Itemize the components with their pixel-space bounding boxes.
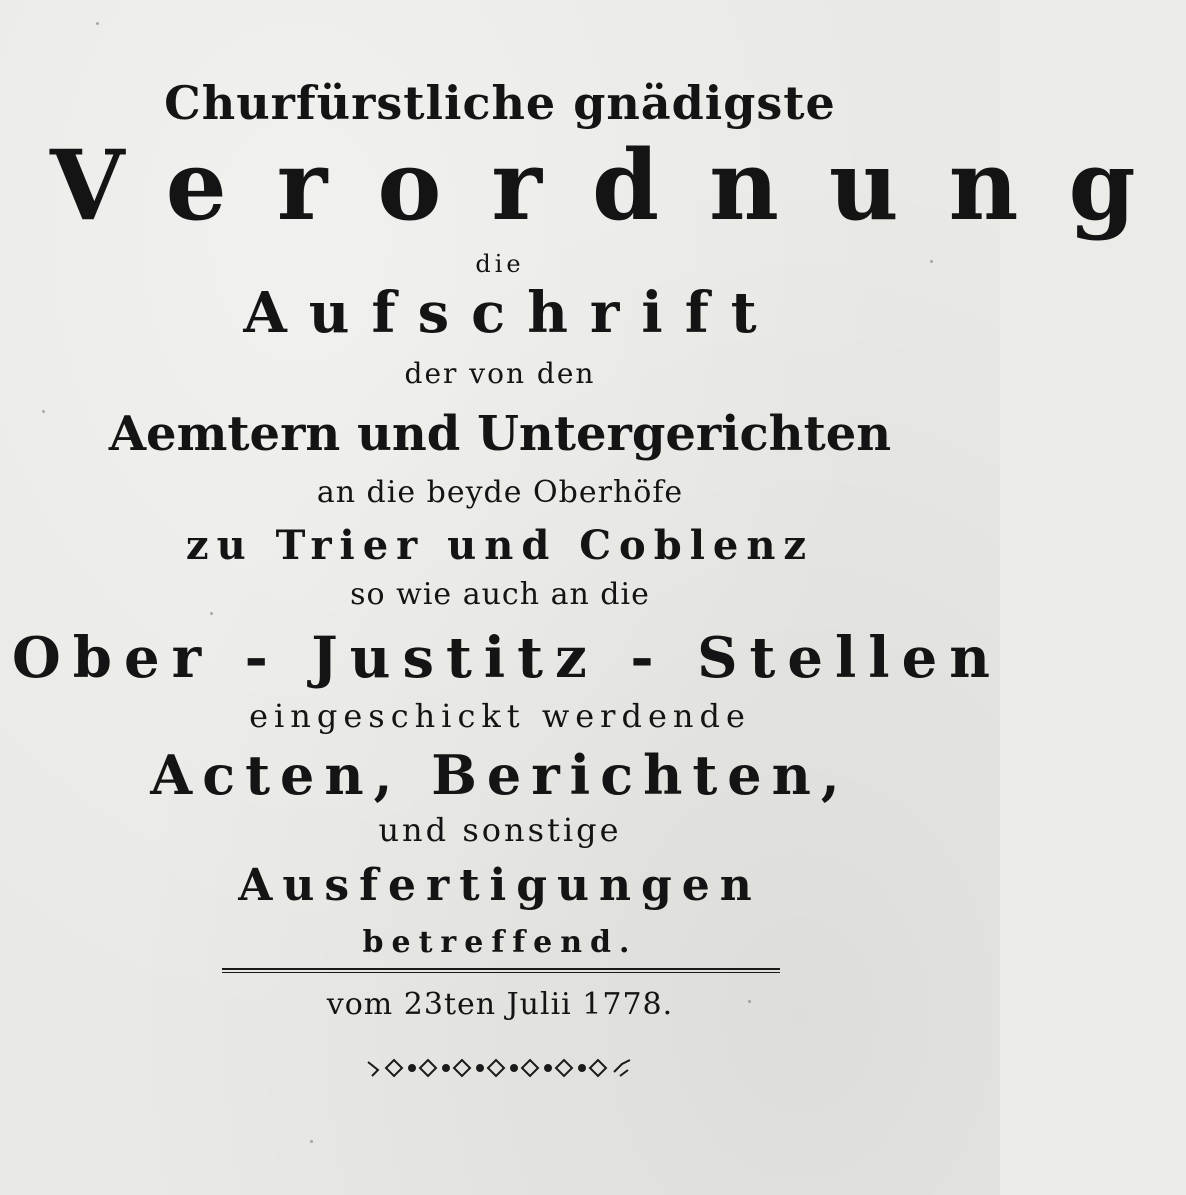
title-line-aemtern: Aemtern und Untergerichten — [108, 406, 892, 462]
text-line-so-wie-auch: so wie auch an die — [350, 577, 650, 612]
text-line-eingeschickt: eingeschickt werdende — [249, 697, 751, 735]
paper-speck — [210, 612, 213, 615]
title-main-verordnung: Verordnung — [50, 129, 1186, 242]
paper-speck — [930, 260, 933, 263]
paper-speck — [42, 410, 45, 413]
text-line-und-sonstige: und sonstige — [378, 811, 622, 849]
title-line-acten-berichten: Acten, Berichten, — [150, 743, 850, 807]
title-line-trier-coblenz: zu Trier und Coblenz — [185, 522, 815, 569]
date-line: vom 23ten Julii 1778. — [326, 987, 674, 1022]
title-line-ausfertigungen: Ausfertigungen — [238, 860, 762, 911]
title-line-aufschrift: Aufschrift — [243, 280, 779, 346]
horizontal-rule — [222, 968, 780, 973]
paper-speck — [748, 1000, 751, 1003]
title-line-ober-justitz-stellen: Ober - Justitz - Stellen — [12, 625, 1002, 691]
text-line-der-von-den: der von den — [404, 357, 596, 390]
title-line-churfuerstliche: Churfürstliche gnädigste — [164, 76, 836, 130]
printers-ornament-icon — [0, 1048, 1000, 1088]
paper-speck — [310, 1140, 313, 1143]
text-line-betreffend: betreffend. — [362, 925, 638, 960]
text-line-die: die — [475, 250, 525, 278]
text-line-oberhoefe: an die beyde Oberhöfe — [316, 475, 684, 510]
paper-speck — [96, 22, 99, 25]
